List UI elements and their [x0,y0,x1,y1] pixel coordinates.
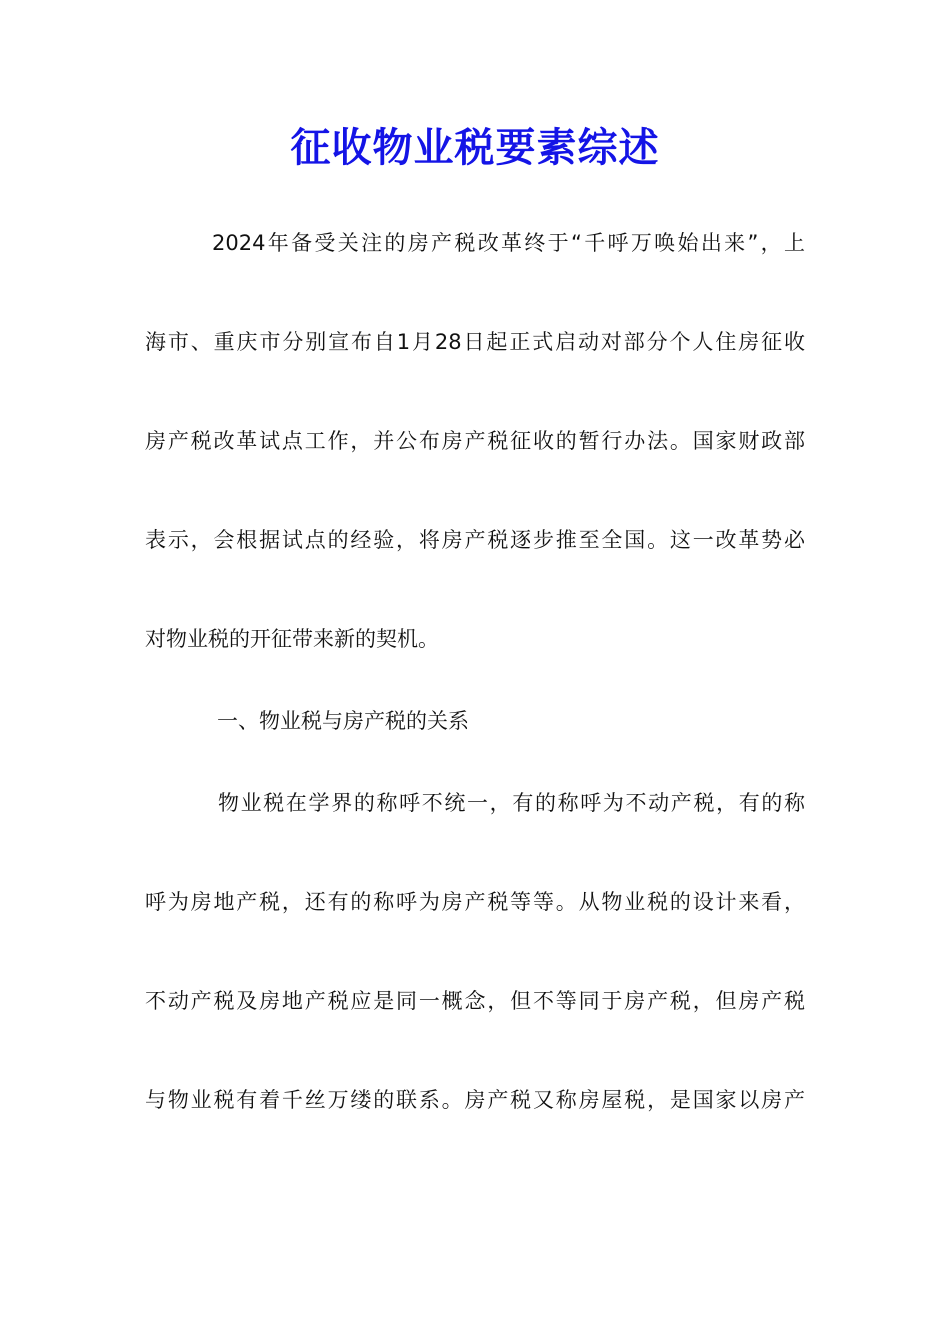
paragraph-line: 房产税改革试点工作，并公布房产税征收的暂行办法。国家财政部 [145,429,805,453]
paragraph-line: 不动产税及房地产税应是同一概念，但不等同于房产税，但房产税 [145,989,805,1013]
paragraph-line: 呼为房地产税，还有的称呼为房产税等等。从物业税的设计来看， [145,890,805,914]
document-title: 征收物业税要素综述 [290,124,660,171]
paragraph-line: 与物业税有着千丝万缕的联系。房产税又称房屋税，是国家以房产 [145,1088,805,1112]
section-heading: 一、物业税与房产税的关系 [217,709,469,733]
paragraph-line: 海市、重庆市分别宣布自1月28日起正式启动对部分个人住房征收 [145,330,805,354]
paragraph-line: 对物业税的开征带来新的契机。 [145,627,439,651]
paragraph-line: 2024年备受关注的房产税改革终于“千呼万唤始出来”，上 [212,231,805,255]
paragraph-line: 物业税在学界的称呼不统一，有的称呼为不动产税，有的称 [218,791,805,815]
paragraph-line: 表示，会根据试点的经验，将房产税逐步推至全国。这一改革势必 [145,528,805,552]
